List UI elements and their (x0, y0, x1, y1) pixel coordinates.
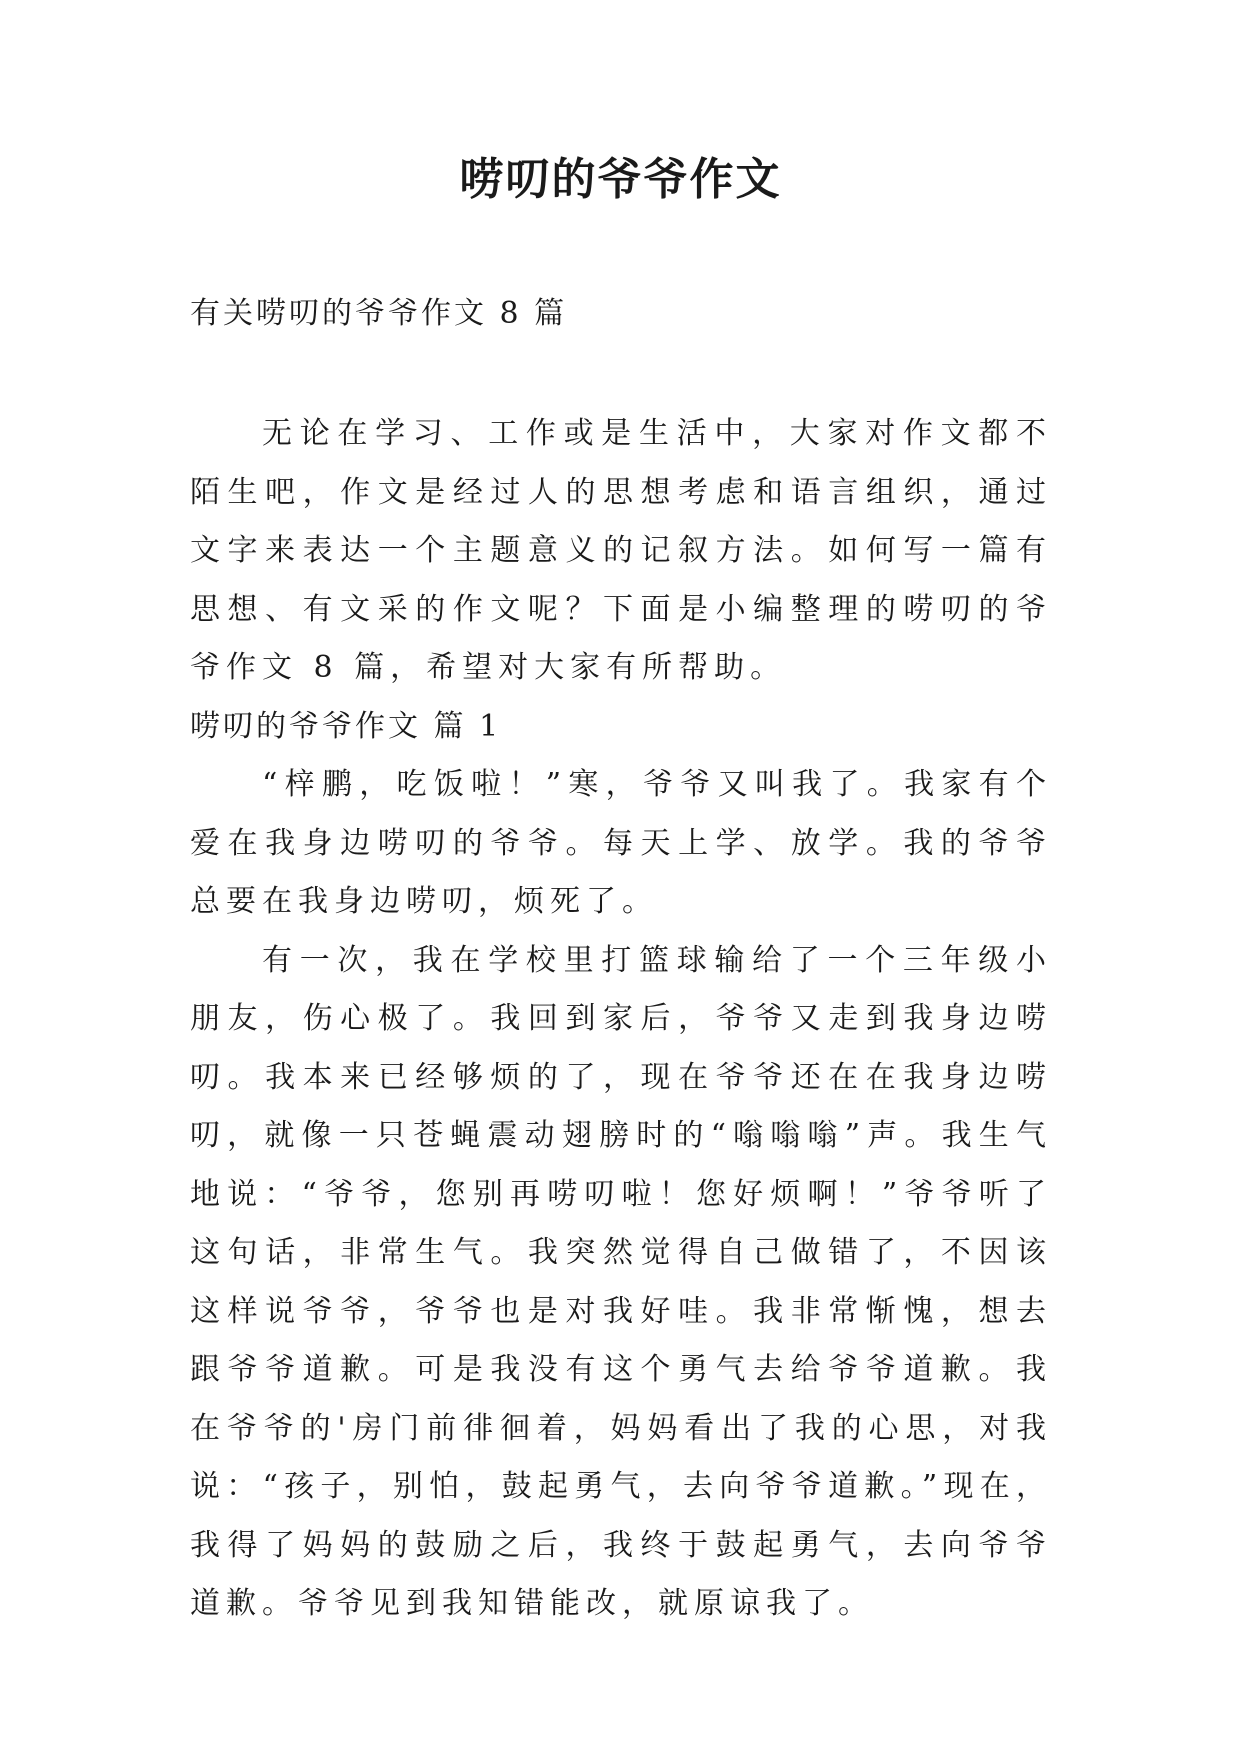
document-title: 唠叨的爷爷作文 (459, 154, 782, 205)
document-subtitle: 有关唠叨的爷爷作文 8 篇 (190, 296, 568, 331)
body-paragraph: 有一次，我在学校里打篮球输给了一个三年级小朋友，伤心极了。我回到家后，爷爷又走到我身边唠叨。我本来已经够烦的了，现在爷爷还在在我身边唠叨，就像一只苍蝇震动翅膀时的“嗡嗡嗡”声。我生气地说：“爷爷，您别再唠叨啦！您好烦啊！”爷爷听了这句话，非常生气。我突然觉得自己做错了，不因该这样说爷爷，爷爷也是对我好哇。我非常惭愧，想去跟爷爷道歉。可是我没有这个勇气去给爷爷道歉。我在爷爷的'房门前徘徊着，妈妈看出了我的心思，对我说：“孩子，别怕，鼓起勇气，去向爷爷道歉。”现在，我得了妈妈的鼓励之后，我终于鼓起勇气，去向爷爷道歉。爷爷见到我知错能改，就原谅我了。 (190, 942, 1052, 1621)
section-heading: 唠叨的爷爷作文 篇 1 (190, 708, 502, 744)
body-paragraph: “梓鹏，吃饭啦！”寒，爷爷又叫我了。我家有个爱在我身边唠叨的爷爷。每天上学、放学。我的爷爷总要在我身边唠叨，烦死了。 (190, 767, 1052, 919)
document-body (190, 405, 1052, 1634)
intro-paragraph: 无论在学习、工作或是生活中，大家对作文都不陌生吧，作文是经过人的思想考虑和语言组织，通过文字来表达一个主题意义的记叙方法。如何写一篇有思想、有文采的作文呢？下面是小编整理的唠叨的爷爷作文 8 篇，希望对大家有所帮助。 (190, 416, 1052, 685)
